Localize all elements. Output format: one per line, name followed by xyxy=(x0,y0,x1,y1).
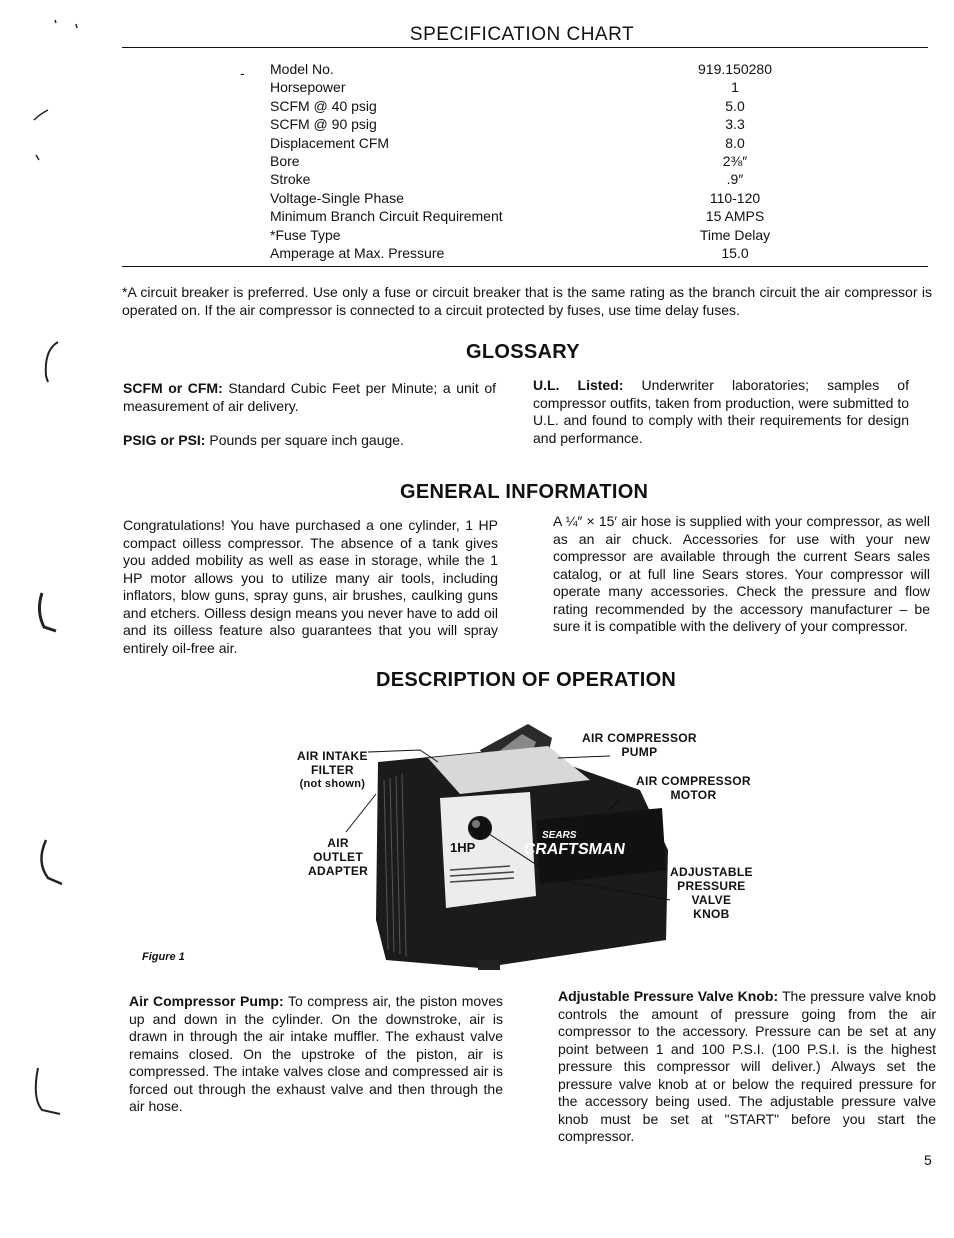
spec-label: Amperage at Max. Pressure xyxy=(270,244,445,261)
binding-marks xyxy=(0,0,80,1238)
spec-value: 919.150280 xyxy=(698,61,772,77)
spec-row xyxy=(270,170,830,188)
callout-valve-line-4: KNOB xyxy=(693,907,730,921)
spec-value: 15.0 xyxy=(721,244,749,261)
operation-pump-term: Air Compressor Pump: xyxy=(129,993,284,1009)
glossary-psig-definition: Pounds per square inch gauge. xyxy=(205,432,404,448)
glossary-ul-definition: Underwriter laboratories; samples of compressor outfits, taken from production, were submitted to U.L. and found to comply with their requirements for design and performance. xyxy=(533,377,909,446)
callout-air-intake-line-2: FILTER xyxy=(310,763,354,777)
spec-bottom-rule xyxy=(122,266,928,267)
spec-label: SCFM @ 90 psig xyxy=(270,116,377,133)
callout-motor-line-1: AIR COMPRESSOR xyxy=(636,774,751,788)
general-information-right: A ¼″ × 15′ air hose is supplied with your compressor, as well as an air chuck. Accessories for use with your new compressor are available through the current Sears sales catalog, or at full line Sears stores. Your compressor will operate many accessories. Check the pressure and flow rating recommended by the accessory manufacturer – be sure it is compatible with the delivery of your compressor. xyxy=(553,513,930,634)
spec-row xyxy=(270,207,830,225)
callout-air-compressor-pump xyxy=(582,731,697,759)
spec-row xyxy=(270,189,830,207)
spec-value: 2⅜″ xyxy=(722,152,748,169)
glossary-scfm xyxy=(123,380,496,415)
glossary-ul xyxy=(533,377,909,447)
callout-air-outlet-line-3: ADAPTER xyxy=(308,864,369,878)
description-of-operation-heading: DESCRIPTION OF OPERATION xyxy=(376,669,677,691)
general-information-left: Congratulations! You have purchased a one cylinder, 1 HP compact oilless compressor. The absence of a tank gives you added mobility as well as ease in storage, while the 1 HP motor allows you to utilize many air tools, including inflators, blow guns, spray guns, air brushes, caulking guns and etchers. Oilless design means you never have to add oil and its oilless feature also guarantees that you will spray entirely oil-free air. xyxy=(123,517,498,656)
callout-air-outlet-line-1: AIR xyxy=(327,836,349,850)
glossary-scfm-definition: Standard Cubic Feet per Minute; a unit of measurement of air delivery. xyxy=(123,380,496,414)
spec-row xyxy=(270,226,830,244)
callout-air-outlet-line-2: OUTLET xyxy=(313,850,363,864)
operation-valve-definition: The pressure valve knob controls the amount of pressure going from the air compressor to the accessory. Pressure can be set at any point between 1 and 100 P.S.I. (100 P.S.I. is the highest pressure this compressor will deliver.) Always set the pressure valve knob at or below the required pressure for the accessory being used. The adjustable pressure valve knob must be set at "START" before you start the compressor. xyxy=(558,988,936,1144)
callout-pump-line-1: AIR COMPRESSOR xyxy=(582,731,697,745)
spec-row xyxy=(270,60,830,78)
spec-label: Voltage-Single Phase xyxy=(270,189,404,206)
spec-value: 1 xyxy=(731,79,739,96)
spec-value: 15 AMPS xyxy=(705,208,765,225)
spec-label: *Fuse Type xyxy=(270,226,341,243)
sears-badge-text: SEARS xyxy=(542,830,577,841)
callout-adjustable-pressure-valve-knob xyxy=(670,865,753,921)
spec-value: .9″ xyxy=(726,171,744,188)
operation-valve-term: Adjustable Pressure Valve Knob: xyxy=(558,988,779,1004)
spec-label: Bore xyxy=(270,152,300,169)
spec-label: Model No. xyxy=(270,61,334,77)
spec-value: Time Delay xyxy=(699,226,771,243)
spec-table xyxy=(270,60,830,262)
spec-top-rule xyxy=(122,47,928,48)
glossary-ul-term: U.L. Listed: xyxy=(533,377,624,393)
callout-air-intake-line-1: AIR INTAKE xyxy=(297,749,368,763)
spec-row xyxy=(270,115,830,133)
spec-chart-title: SPECIFICATION CHART xyxy=(409,24,635,45)
spec-row xyxy=(270,244,830,262)
spec-label: Displacement CFM xyxy=(270,134,390,151)
spec-dash: - xyxy=(240,65,245,81)
craftsman-badge-text: CRAFTSMAN xyxy=(522,840,627,858)
spec-label: Stroke xyxy=(270,171,311,188)
callout-air-outlet-adapter xyxy=(308,836,368,878)
spec-row xyxy=(270,78,830,96)
operation-valve-description xyxy=(558,988,936,1146)
spec-value: 3.3 xyxy=(725,116,745,133)
spec-row xyxy=(270,134,830,152)
glossary-psig-term: PSIG or PSI: xyxy=(123,432,206,448)
hp-label: 1HP xyxy=(450,840,476,855)
spec-label: Minimum Branch Circuit Requirement xyxy=(270,208,503,225)
spec-label: SCFM @ 40 psig xyxy=(270,97,377,114)
spec-footnote: *A circuit breaker is preferred. Use only a fuse or circuit breaker that is the same rating as the branch circuit the air compressor is operated on. If the air compressor is connected to a circuit protected by fuses, use time delay fuses. xyxy=(122,284,932,318)
glossary-psig xyxy=(123,432,496,450)
callout-valve-line-2: PRESSURE xyxy=(677,879,746,893)
callout-air-intake-filter xyxy=(297,749,368,791)
callout-air-intake-line-3: (not shown) xyxy=(299,778,366,790)
spec-value: 8.0 xyxy=(725,134,745,151)
spec-value: 110-120 xyxy=(709,189,761,206)
general-information-heading: GENERAL INFORMATION xyxy=(400,481,649,503)
operation-pump-description xyxy=(129,993,503,1116)
page-number: 5 xyxy=(924,1152,932,1168)
glossary-scfm-term: SCFM or CFM: xyxy=(123,380,223,396)
callout-valve-line-3: VALVE xyxy=(691,893,732,907)
glossary-heading: GLOSSARY xyxy=(466,341,580,363)
callout-motor-line-2: MOTOR xyxy=(670,788,717,802)
spec-label: Horsepower xyxy=(270,79,346,96)
spec-row xyxy=(270,152,830,170)
spec-row xyxy=(270,97,830,115)
callout-air-compressor-motor xyxy=(636,774,751,802)
figure-caption: Figure 1 xyxy=(142,951,185,963)
callout-valve-line-1: ADJUSTABLE xyxy=(670,865,753,879)
spec-value: 5.0 xyxy=(725,97,745,114)
callout-pump-line-2: PUMP xyxy=(621,745,658,759)
operation-pump-definition: To compress air, the piston moves up and down in the cylinder. On the downstroke, air is drawn in through the air intake muffler. The exhaust valve remains closed. On the upstroke of the piston, air is compressed. The intake valves close and compressed air is forced out through the exhaust valve and then through the air hose. xyxy=(129,993,503,1114)
